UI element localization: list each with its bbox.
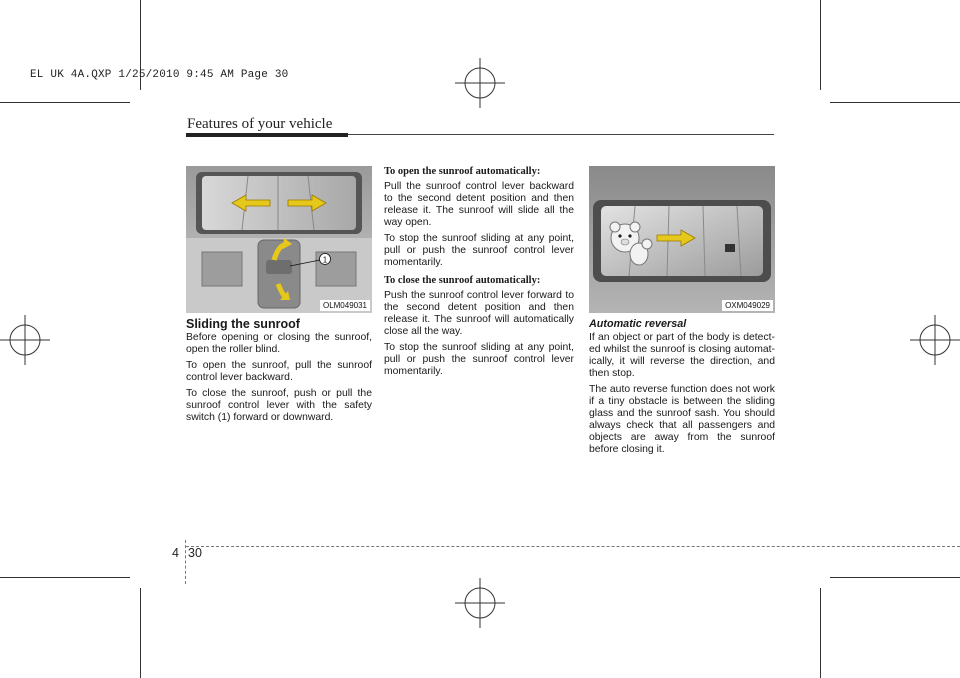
heading-sliding-sunroof: Sliding the sunroof bbox=[186, 317, 300, 331]
sunroof-control-illustration bbox=[186, 166, 372, 313]
figure-automatic-reversal bbox=[589, 166, 775, 313]
paragraph: To stop the sunroof sliding at any point, pull or push the sunroof control lever momentarily. bbox=[384, 342, 574, 377]
registration-mark-bottom bbox=[455, 578, 505, 628]
callout-number: 1 bbox=[322, 255, 328, 265]
heading-open-automatically: To open the sunroof automatically: bbox=[384, 166, 541, 177]
paragraph: Push the sunroof control lever forward to the second detent position and then release it. The sunroof will automatically close all the way. bbox=[384, 290, 574, 337]
paragraph: Before opening or closing the sunroof, open the roller blind. bbox=[186, 332, 372, 355]
paragraph: Pull the sunroof control lever backward to the second detent position and then release it. The sunroof will slide all the way open. bbox=[384, 181, 574, 228]
header-rule bbox=[186, 133, 348, 137]
column-1 bbox=[186, 318, 372, 428]
section-number: 4 bbox=[172, 546, 179, 560]
paragraph: The auto reverse function does not work if a tiny obstacle is between the sliding glass and the sunroof sash. You should always check that all passengers and objects are away from the sunroof before closing it. bbox=[589, 384, 775, 455]
footer-divider bbox=[186, 546, 960, 547]
registration-mark-top bbox=[455, 58, 505, 108]
paragraph: If an object or part of the body is detect- ed whilst the sunroof is closing automat- ically, it will reverse the direction, and then stop. bbox=[589, 332, 775, 379]
auto-reversal-illustration bbox=[589, 166, 775, 313]
registration-mark-left bbox=[0, 315, 50, 365]
section-title: Features of your vehicle bbox=[187, 116, 333, 132]
print-slug: EL UK 4A.QXP 1/25/2010 9:45 AM Page 30 bbox=[30, 69, 289, 81]
page-number: 30 bbox=[188, 546, 202, 560]
column-3 bbox=[589, 318, 775, 460]
heading-automatic-reversal: Automatic reversal bbox=[589, 318, 687, 330]
header-rule-thin bbox=[348, 134, 774, 135]
figure-sunroof-control bbox=[186, 166, 372, 313]
paragraph: To stop the sunroof sliding at any point, pull or push the sunroof control lever momentarily. bbox=[384, 233, 574, 268]
registration-mark-right bbox=[910, 315, 960, 365]
column-2 bbox=[384, 166, 574, 382]
figure-code: OXM049029 bbox=[722, 300, 773, 311]
heading-close-automatically: To close the sunroof automatically: bbox=[384, 275, 541, 286]
figure-code: OLM049031 bbox=[320, 300, 370, 311]
paragraph: To open the sunroof, pull the sunroof control lever backward. bbox=[186, 360, 372, 383]
paragraph: To close the sunroof, push or pull the sunroof control lever with the safety switch (1) forward or downward. bbox=[186, 388, 372, 423]
